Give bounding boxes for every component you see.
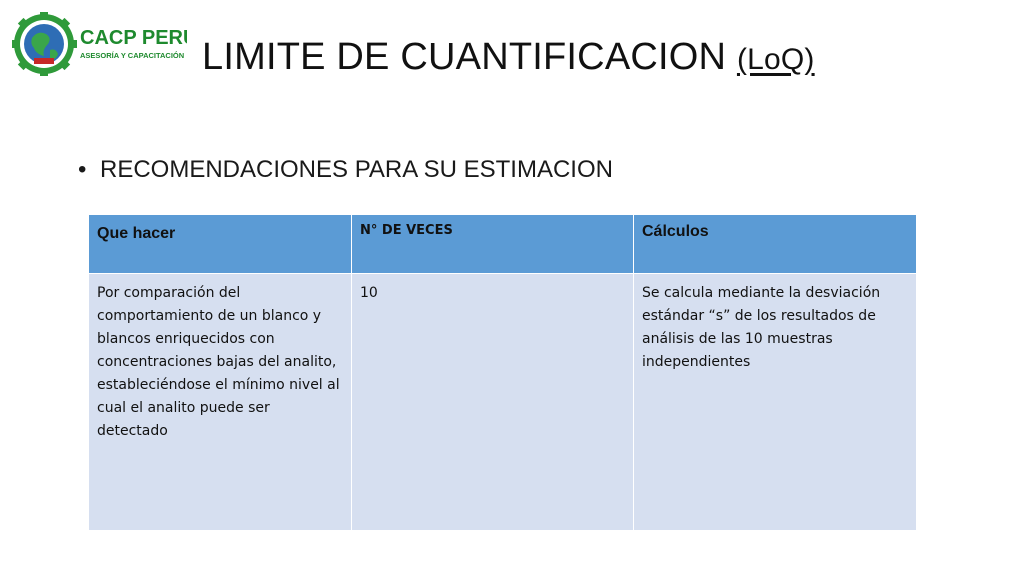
logo-name: CACP PERÚ	[80, 27, 187, 49]
header-numero-veces: N° DE VECES	[352, 215, 634, 274]
header-que-hacer: Que hacer	[89, 215, 352, 274]
bullet-text: RECOMENDACIONES PARA SU ESTIMACION	[100, 156, 613, 183]
cell-calculos: Se calcula mediante la desviación estándar “s” de los resultados de análisis de las 10 muestras independientes	[634, 274, 917, 531]
header-calculos: Cálculos	[634, 215, 917, 274]
table-header-row	[89, 215, 917, 274]
bullet-point	[78, 156, 613, 184]
logo-emblem	[12, 12, 187, 76]
title-main: LIMITE DE CUANTIFICACION	[202, 36, 727, 78]
logo-tagline: ASESORÍA Y CAPACITACIÓN	[80, 51, 185, 60]
slide-title	[202, 36, 815, 79]
table-row	[89, 274, 917, 531]
cell-que-hacer: Por comparación del comportamiento de un blanco y blancos enriquecidos con concentraciones bajas del analito, estableciéndose el mínimo nivel al cual el analito puede ser detectado	[89, 274, 352, 531]
title-abbreviation: (LoQ)	[736, 43, 815, 76]
company-logo	[12, 12, 187, 76]
cell-numero-veces: 10	[352, 274, 634, 531]
bullet-dot: •	[78, 156, 87, 183]
recommendations-table	[88, 214, 917, 531]
